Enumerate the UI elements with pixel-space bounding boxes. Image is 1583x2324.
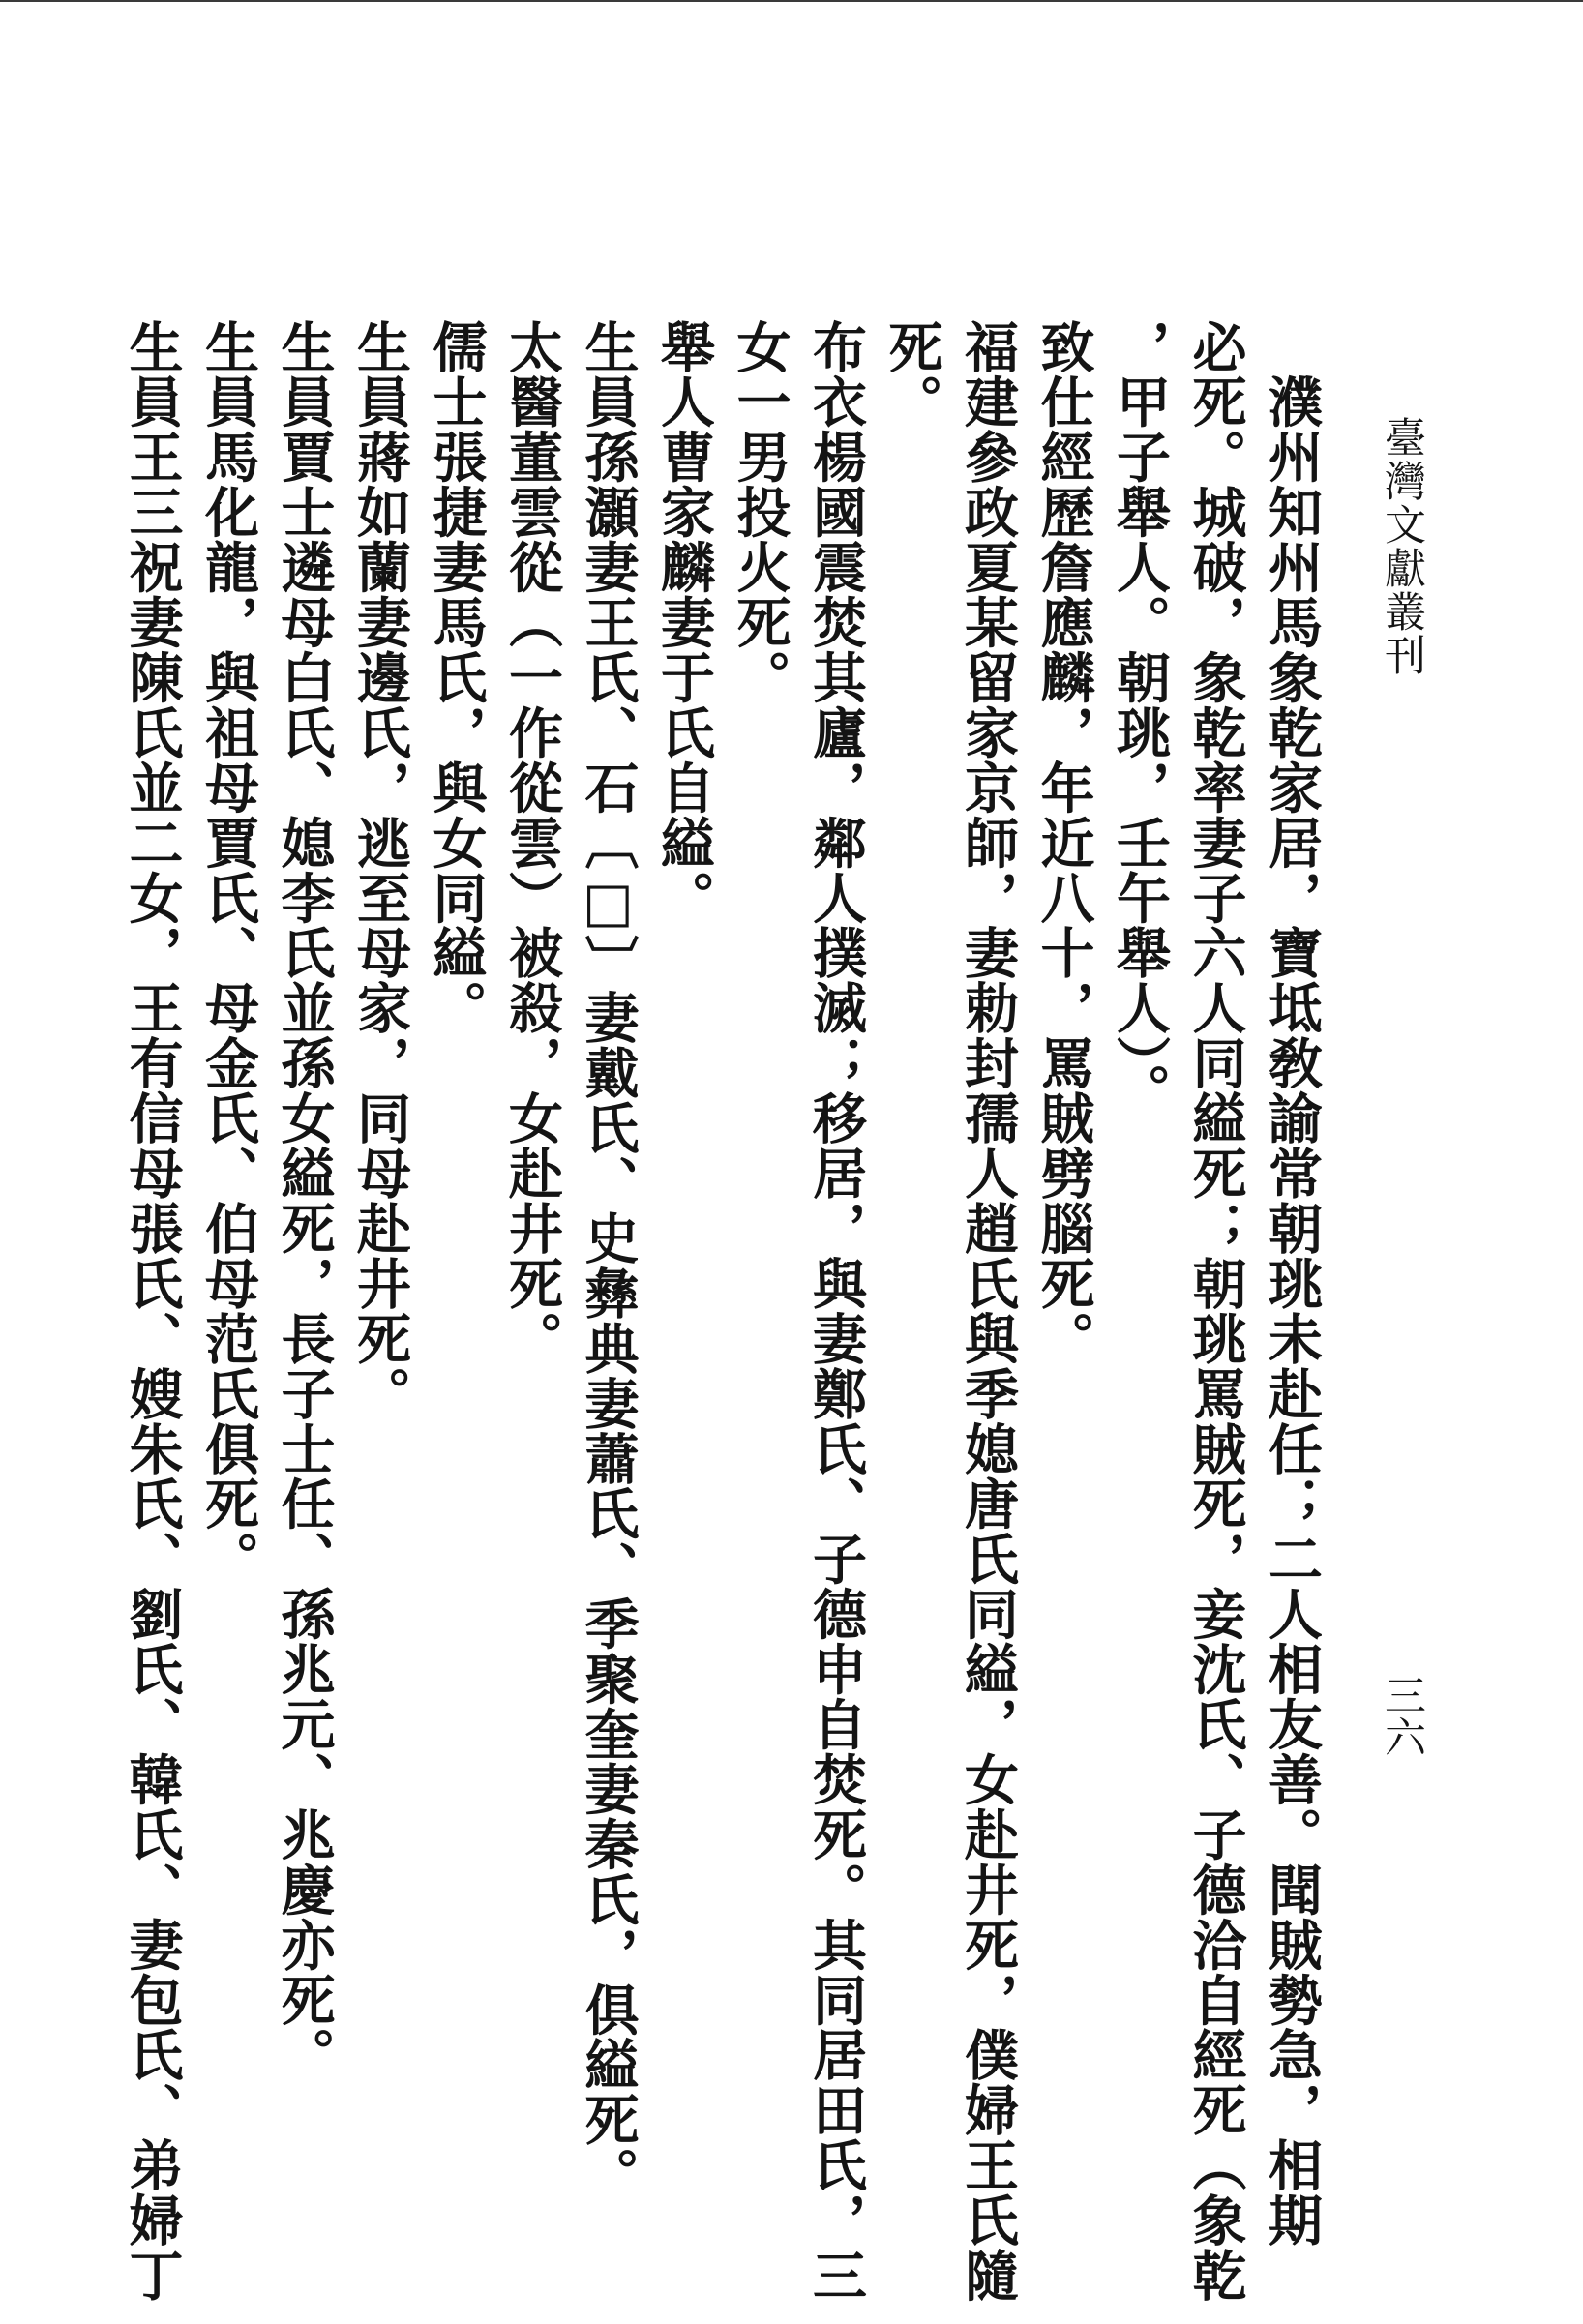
page-number: 三六 — [1378, 1674, 1426, 1757]
text-column: 生員孫灝妻王氏、石〔□〕妻戴氏、史彝典妻蕭氏、季聚奎妻秦氏，俱縊死。 — [576, 319, 641, 2203]
text-column: 布衣楊國震焚其廬，鄰人撲滅；移居，與妻鄭氏、子德申自焚死。其同居田氏，三 — [804, 319, 868, 2304]
text-column: 死。 — [880, 319, 944, 430]
text-column: 舉人曹家麟妻于氏自縊。 — [652, 319, 716, 926]
top-border-line — [0, 0, 1583, 2]
text-column: 女一男投火死。 — [728, 319, 792, 705]
text-column: 生員蔣如蘭妻邊氏，逃至母家，同母赴井死。 — [348, 319, 412, 1421]
running-title: 臺灣文獻叢刊 — [1378, 416, 1426, 677]
text-column: 太醫董雲從（一作從雲）被殺，女赴井死。 — [500, 319, 564, 1367]
text-column: 濮州知州馬象乾家居，寶坻敎諭常朝珧未赴任；二人相友善。聞賊勢急，相期 — [1260, 319, 1324, 2249]
text-column: 生員王三祝妻陳氏並二女，王有信母張氏、嫂朱氏、劉氏、韓氏、妻包氏、弟婦丁 — [120, 319, 185, 2304]
text-column: ，甲子舉人。朝珧，壬午舉人）。 — [1108, 319, 1172, 1119]
text-column: 儒士張捷妻馬氏，與女同縊。 — [424, 319, 489, 1036]
vertical-text-body — [120, 319, 1329, 2304]
text-column: 生員賈士遴母白氏、媳李氏並孫女縊死，長子士任、孫兆元、兆慶亦死。 — [272, 319, 337, 2083]
text-column: 致仕經歷詹應麟，年近八十，罵賊劈腦死。 — [1031, 319, 1096, 1367]
text-column: 生員馬化龍，與祖母賈氏、母金氏、伯母范氏俱死。 — [196, 319, 260, 1587]
text-column: 福建參政夏某留家京師，妻勅封孺人趙氏與季媳唐氏同縊，女赴井死，僕婦王氏隨 — [956, 319, 1020, 2304]
text-column: 必死。城破，象乾率妻子六人同縊死；朝珧罵賊死，妾沈氏、子德洽自經死（象乾 — [1183, 319, 1248, 2304]
